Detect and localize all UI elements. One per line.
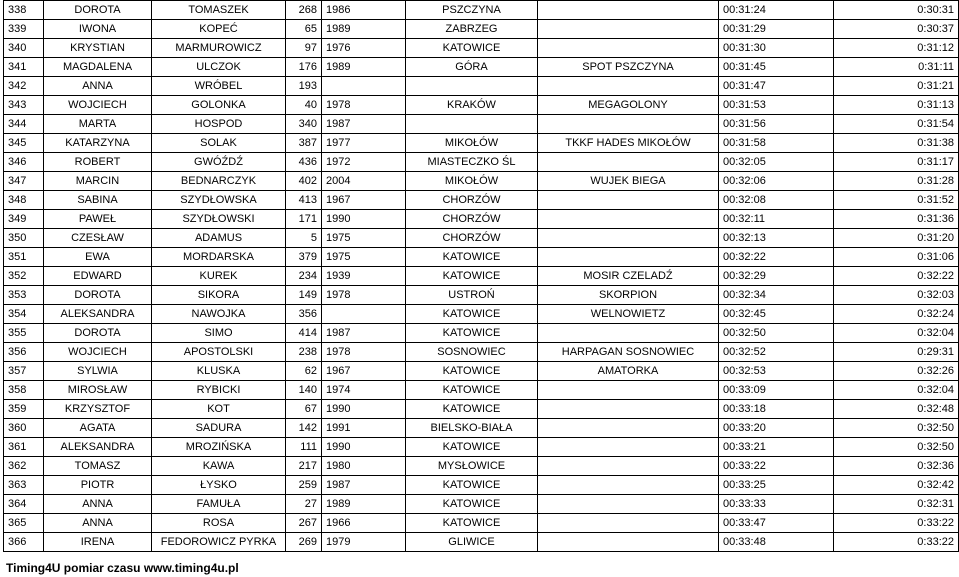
bib-number-cell: 142	[286, 419, 322, 438]
city-cell	[406, 77, 538, 96]
first-name-cell: WOJCIECH	[44, 343, 152, 362]
finish-time-cell: 00:32:11	[719, 210, 834, 229]
results-body	[4, 1, 959, 552]
first-name-cell: DOROTA	[44, 324, 152, 343]
footer-text: Timing4U pomiar czasu www.timing4u.pl	[6, 561, 239, 575]
last-name-cell: SZYDŁOWSKI	[152, 210, 286, 229]
position-cell: 354	[4, 305, 44, 324]
table-row	[4, 39, 959, 58]
position-cell: 355	[4, 324, 44, 343]
birth-year-cell: 1990	[322, 400, 406, 419]
table-row	[4, 305, 959, 324]
birth-year-cell: 1967	[322, 191, 406, 210]
city-cell: MIKOŁÓW	[406, 134, 538, 153]
birth-year-cell: 1989	[322, 495, 406, 514]
city-cell: KRAKÓW	[406, 96, 538, 115]
birth-year-cell: 1987	[322, 476, 406, 495]
finish-time-cell: 00:32:53	[719, 362, 834, 381]
net-time-cell: 0:32:24	[834, 305, 959, 324]
net-time-cell: 0:30:31	[834, 1, 959, 20]
city-cell: PSZCZYNA	[406, 1, 538, 20]
last-name-cell: ŁYSKO	[152, 476, 286, 495]
city-cell: CHORZÓW	[406, 191, 538, 210]
birth-year-cell: 1989	[322, 58, 406, 77]
birth-year-cell: 1989	[322, 20, 406, 39]
finish-time-cell: 00:32:29	[719, 267, 834, 286]
table-row	[4, 419, 959, 438]
finish-time-cell: 00:31:56	[719, 115, 834, 134]
position-cell: 359	[4, 400, 44, 419]
city-cell: KATOWICE	[406, 248, 538, 267]
bib-number-cell: 176	[286, 58, 322, 77]
club-cell	[538, 191, 719, 210]
city-cell: ZABRZEG	[406, 20, 538, 39]
table-row	[4, 343, 959, 362]
bib-number-cell: 140	[286, 381, 322, 400]
net-time-cell: 0:31:06	[834, 248, 959, 267]
birth-year-cell: 1966	[322, 514, 406, 533]
birth-year-cell: 1987	[322, 115, 406, 134]
table-row	[4, 172, 959, 191]
first-name-cell: CZESŁAW	[44, 229, 152, 248]
table-row	[4, 533, 959, 552]
birth-year-cell: 2004	[322, 172, 406, 191]
net-time-cell: 0:31:21	[834, 77, 959, 96]
bib-number-cell: 259	[286, 476, 322, 495]
club-cell: MOSIR CZELADŹ	[538, 267, 719, 286]
club-cell	[538, 438, 719, 457]
birth-year-cell: 1978	[322, 96, 406, 115]
finish-time-cell: 00:32:34	[719, 286, 834, 305]
club-cell	[538, 457, 719, 476]
city-cell: MIKOŁÓW	[406, 172, 538, 191]
position-cell: 361	[4, 438, 44, 457]
finish-time-cell: 00:32:08	[719, 191, 834, 210]
club-cell	[538, 324, 719, 343]
table-row	[4, 210, 959, 229]
club-cell	[538, 39, 719, 58]
first-name-cell: KRZYSZTOF	[44, 400, 152, 419]
first-name-cell: IRENA	[44, 533, 152, 552]
city-cell: GÓRA	[406, 58, 538, 77]
bib-number-cell: 356	[286, 305, 322, 324]
last-name-cell: ADAMUS	[152, 229, 286, 248]
city-cell: KATOWICE	[406, 305, 538, 324]
last-name-cell: NAWOJKA	[152, 305, 286, 324]
bib-number-cell: 379	[286, 248, 322, 267]
last-name-cell: KLUSKA	[152, 362, 286, 381]
net-time-cell: 0:31:17	[834, 153, 959, 172]
club-cell	[538, 533, 719, 552]
table-row	[4, 115, 959, 134]
first-name-cell: MARTA	[44, 115, 152, 134]
first-name-cell: MIROSŁAW	[44, 381, 152, 400]
bib-number-cell: 234	[286, 267, 322, 286]
last-name-cell: MROZIŃSKA	[152, 438, 286, 457]
table-row	[4, 248, 959, 267]
bib-number-cell: 40	[286, 96, 322, 115]
position-cell: 362	[4, 457, 44, 476]
finish-time-cell: 00:31:29	[719, 20, 834, 39]
table-row	[4, 324, 959, 343]
net-time-cell: 0:31:13	[834, 96, 959, 115]
last-name-cell: MARMUROWICZ	[152, 39, 286, 58]
net-time-cell: 0:32:50	[834, 438, 959, 457]
position-cell: 357	[4, 362, 44, 381]
club-cell	[538, 514, 719, 533]
bib-number-cell: 149	[286, 286, 322, 305]
last-name-cell: GOLONKA	[152, 96, 286, 115]
first-name-cell: IWONA	[44, 20, 152, 39]
finish-time-cell: 00:32:13	[719, 229, 834, 248]
club-cell	[538, 1, 719, 20]
position-cell: 338	[4, 1, 44, 20]
net-time-cell: 0:30:37	[834, 20, 959, 39]
bib-number-cell: 217	[286, 457, 322, 476]
city-cell: KATOWICE	[406, 381, 538, 400]
first-name-cell: KRYSTIAN	[44, 39, 152, 58]
table-row	[4, 191, 959, 210]
city-cell: KATOWICE	[406, 476, 538, 495]
table-row	[4, 286, 959, 305]
first-name-cell: SYLWIA	[44, 362, 152, 381]
club-cell	[538, 248, 719, 267]
last-name-cell: SZYDŁOWSKA	[152, 191, 286, 210]
first-name-cell: EDWARD	[44, 267, 152, 286]
last-name-cell: ULCZOK	[152, 58, 286, 77]
table-row	[4, 1, 959, 20]
finish-time-cell: 00:33:33	[719, 495, 834, 514]
first-name-cell: MARCIN	[44, 172, 152, 191]
birth-year-cell: 1975	[322, 229, 406, 248]
birth-year-cell: 1990	[322, 438, 406, 457]
first-name-cell: EWA	[44, 248, 152, 267]
position-cell: 360	[4, 419, 44, 438]
city-cell: KATOWICE	[406, 514, 538, 533]
net-time-cell: 0:32:31	[834, 495, 959, 514]
last-name-cell: ROSA	[152, 514, 286, 533]
table-row	[4, 457, 959, 476]
position-cell: 351	[4, 248, 44, 267]
position-cell: 344	[4, 115, 44, 134]
last-name-cell: SIMO	[152, 324, 286, 343]
position-cell: 343	[4, 96, 44, 115]
birth-year-cell: 1939	[322, 267, 406, 286]
finish-time-cell: 00:31:45	[719, 58, 834, 77]
first-name-cell: DOROTA	[44, 1, 152, 20]
city-cell: SOSNOWIEC	[406, 343, 538, 362]
birth-year-cell: 1975	[322, 248, 406, 267]
city-cell: KATOWICE	[406, 438, 538, 457]
first-name-cell: ANNA	[44, 77, 152, 96]
finish-time-cell: 00:33:25	[719, 476, 834, 495]
position-cell: 366	[4, 533, 44, 552]
first-name-cell: PAWEŁ	[44, 210, 152, 229]
table-row	[4, 400, 959, 419]
net-time-cell: 0:32:04	[834, 324, 959, 343]
club-cell: SKORPION	[538, 286, 719, 305]
position-cell: 352	[4, 267, 44, 286]
position-cell: 363	[4, 476, 44, 495]
city-cell: GLIWICE	[406, 533, 538, 552]
club-cell	[538, 495, 719, 514]
last-name-cell: FAMUŁA	[152, 495, 286, 514]
table-row	[4, 438, 959, 457]
net-time-cell: 0:31:38	[834, 134, 959, 153]
club-cell	[538, 153, 719, 172]
finish-time-cell: 00:31:53	[719, 96, 834, 115]
first-name-cell: ALEKSANDRA	[44, 305, 152, 324]
first-name-cell: PIOTR	[44, 476, 152, 495]
table-row	[4, 267, 959, 286]
birth-year-cell	[322, 305, 406, 324]
club-cell: TKKF HADES MIKOŁÓW	[538, 134, 719, 153]
position-cell: 346	[4, 153, 44, 172]
net-time-cell: 0:32:03	[834, 286, 959, 305]
last-name-cell: SADURA	[152, 419, 286, 438]
birth-year-cell: 1976	[322, 39, 406, 58]
first-name-cell: ALEKSANDRA	[44, 438, 152, 457]
finish-time-cell: 00:31:30	[719, 39, 834, 58]
finish-time-cell: 00:33:47	[719, 514, 834, 533]
net-time-cell: 0:32:42	[834, 476, 959, 495]
bib-number-cell: 267	[286, 514, 322, 533]
table-row	[4, 134, 959, 153]
finish-time-cell: 00:33:09	[719, 381, 834, 400]
last-name-cell: SOLAK	[152, 134, 286, 153]
club-cell	[538, 381, 719, 400]
position-cell: 358	[4, 381, 44, 400]
finish-time-cell: 00:31:24	[719, 1, 834, 20]
city-cell: MYSŁOWICE	[406, 457, 538, 476]
club-cell: MEGAGOLONY	[538, 96, 719, 115]
city-cell: USTROŃ	[406, 286, 538, 305]
city-cell: CHORZÓW	[406, 210, 538, 229]
last-name-cell: APOSTOLSKI	[152, 343, 286, 362]
club-cell	[538, 20, 719, 39]
city-cell	[406, 115, 538, 134]
birth-year-cell	[322, 77, 406, 96]
club-cell	[538, 476, 719, 495]
city-cell: MIASTECZKO ŚL	[406, 153, 538, 172]
position-cell: 364	[4, 495, 44, 514]
club-cell	[538, 229, 719, 248]
last-name-cell: HOSPOD	[152, 115, 286, 134]
birth-year-cell: 1977	[322, 134, 406, 153]
birth-year-cell: 1980	[322, 457, 406, 476]
position-cell: 340	[4, 39, 44, 58]
bib-number-cell: 5	[286, 229, 322, 248]
position-cell: 342	[4, 77, 44, 96]
last-name-cell: GWÓŹDŹ	[152, 153, 286, 172]
position-cell: 341	[4, 58, 44, 77]
position-cell: 365	[4, 514, 44, 533]
position-cell: 353	[4, 286, 44, 305]
net-time-cell: 0:31:11	[834, 58, 959, 77]
table-row	[4, 514, 959, 533]
city-cell: KATOWICE	[406, 400, 538, 419]
first-name-cell: WOJCIECH	[44, 96, 152, 115]
net-time-cell: 0:32:04	[834, 381, 959, 400]
city-cell: KATOWICE	[406, 362, 538, 381]
last-name-cell: WRÓBEL	[152, 77, 286, 96]
last-name-cell: KUREK	[152, 267, 286, 286]
net-time-cell: 0:32:50	[834, 419, 959, 438]
finish-time-cell: 00:33:48	[719, 533, 834, 552]
finish-time-cell: 00:32:52	[719, 343, 834, 362]
club-cell	[538, 77, 719, 96]
city-cell: KATOWICE	[406, 39, 538, 58]
bib-number-cell: 67	[286, 400, 322, 419]
position-cell: 350	[4, 229, 44, 248]
birth-year-cell: 1967	[322, 362, 406, 381]
table-row	[4, 96, 959, 115]
table-row	[4, 153, 959, 172]
birth-year-cell: 1986	[322, 1, 406, 20]
bib-number-cell: 65	[286, 20, 322, 39]
net-time-cell: 0:31:52	[834, 191, 959, 210]
first-name-cell: ANNA	[44, 514, 152, 533]
club-cell	[538, 210, 719, 229]
net-time-cell: 0:32:22	[834, 267, 959, 286]
bib-number-cell: 340	[286, 115, 322, 134]
bib-number-cell: 62	[286, 362, 322, 381]
position-cell: 348	[4, 191, 44, 210]
first-name-cell: DOROTA	[44, 286, 152, 305]
last-name-cell: KAWA	[152, 457, 286, 476]
bib-number-cell: 193	[286, 77, 322, 96]
position-cell: 356	[4, 343, 44, 362]
bib-number-cell: 414	[286, 324, 322, 343]
finish-time-cell: 00:32:06	[719, 172, 834, 191]
birth-year-cell: 1991	[322, 419, 406, 438]
club-cell: AMATORKA	[538, 362, 719, 381]
net-time-cell: 0:31:28	[834, 172, 959, 191]
birth-year-cell: 1987	[322, 324, 406, 343]
table-row	[4, 77, 959, 96]
bib-number-cell: 402	[286, 172, 322, 191]
table-row	[4, 229, 959, 248]
city-cell: KATOWICE	[406, 324, 538, 343]
first-name-cell: ANNA	[44, 495, 152, 514]
net-time-cell: 0:29:31	[834, 343, 959, 362]
finish-time-cell: 00:32:22	[719, 248, 834, 267]
finish-time-cell: 00:32:05	[719, 153, 834, 172]
bib-number-cell: 97	[286, 39, 322, 58]
table-row	[4, 476, 959, 495]
bib-number-cell: 238	[286, 343, 322, 362]
finish-time-cell: 00:32:50	[719, 324, 834, 343]
first-name-cell: KATARZYNA	[44, 134, 152, 153]
city-cell: CHORZÓW	[406, 229, 538, 248]
position-cell: 349	[4, 210, 44, 229]
club-cell	[538, 419, 719, 438]
bib-number-cell: 171	[286, 210, 322, 229]
table-row	[4, 495, 959, 514]
last-name-cell: RYBICKI	[152, 381, 286, 400]
table-row	[4, 362, 959, 381]
results-table	[3, 0, 959, 552]
birth-year-cell: 1979	[322, 533, 406, 552]
first-name-cell: MAGDALENA	[44, 58, 152, 77]
last-name-cell: FEDOROWICZ PYRKA	[152, 533, 286, 552]
position-cell: 345	[4, 134, 44, 153]
last-name-cell: SIKORA	[152, 286, 286, 305]
club-cell: SPOT PSZCZYNA	[538, 58, 719, 77]
bib-number-cell: 268	[286, 1, 322, 20]
birth-year-cell: 1978	[322, 286, 406, 305]
position-cell: 339	[4, 20, 44, 39]
first-name-cell: ROBERT	[44, 153, 152, 172]
finish-time-cell: 00:31:47	[719, 77, 834, 96]
position-cell: 347	[4, 172, 44, 191]
finish-time-cell: 00:33:18	[719, 400, 834, 419]
finish-time-cell: 00:32:45	[719, 305, 834, 324]
city-cell: KATOWICE	[406, 495, 538, 514]
birth-year-cell: 1978	[322, 343, 406, 362]
table-row	[4, 381, 959, 400]
birth-year-cell: 1974	[322, 381, 406, 400]
net-time-cell: 0:31:20	[834, 229, 959, 248]
net-time-cell: 0:32:36	[834, 457, 959, 476]
finish-time-cell: 00:31:58	[719, 134, 834, 153]
city-cell: BIELSKO-BIAŁA	[406, 419, 538, 438]
club-cell: WUJEK BIEGA	[538, 172, 719, 191]
net-time-cell: 0:32:26	[834, 362, 959, 381]
bib-number-cell: 111	[286, 438, 322, 457]
last-name-cell: KOT	[152, 400, 286, 419]
club-cell: WELNOWIETZ	[538, 305, 719, 324]
finish-time-cell: 00:33:20	[719, 419, 834, 438]
first-name-cell: SABINA	[44, 191, 152, 210]
net-time-cell: 0:31:12	[834, 39, 959, 58]
last-name-cell: MORDARSKA	[152, 248, 286, 267]
first-name-cell: TOMASZ	[44, 457, 152, 476]
last-name-cell: BEDNARCZYK	[152, 172, 286, 191]
club-cell	[538, 115, 719, 134]
birth-year-cell: 1972	[322, 153, 406, 172]
bib-number-cell: 387	[286, 134, 322, 153]
bib-number-cell: 269	[286, 533, 322, 552]
net-time-cell: 0:32:48	[834, 400, 959, 419]
table-row	[4, 20, 959, 39]
finish-time-cell: 00:33:21	[719, 438, 834, 457]
finish-time-cell: 00:33:22	[719, 457, 834, 476]
net-time-cell: 0:31:54	[834, 115, 959, 134]
city-cell: KATOWICE	[406, 267, 538, 286]
net-time-cell: 0:31:36	[834, 210, 959, 229]
last-name-cell: TOMASZEK	[152, 1, 286, 20]
club-cell	[538, 400, 719, 419]
net-time-cell: 0:33:22	[834, 533, 959, 552]
bib-number-cell: 413	[286, 191, 322, 210]
table-row	[4, 58, 959, 77]
first-name-cell: AGATA	[44, 419, 152, 438]
club-cell: HARPAGAN SOSNOWIEC	[538, 343, 719, 362]
bib-number-cell: 436	[286, 153, 322, 172]
net-time-cell: 0:33:22	[834, 514, 959, 533]
bib-number-cell: 27	[286, 495, 322, 514]
last-name-cell: KOPEĆ	[152, 20, 286, 39]
birth-year-cell: 1990	[322, 210, 406, 229]
